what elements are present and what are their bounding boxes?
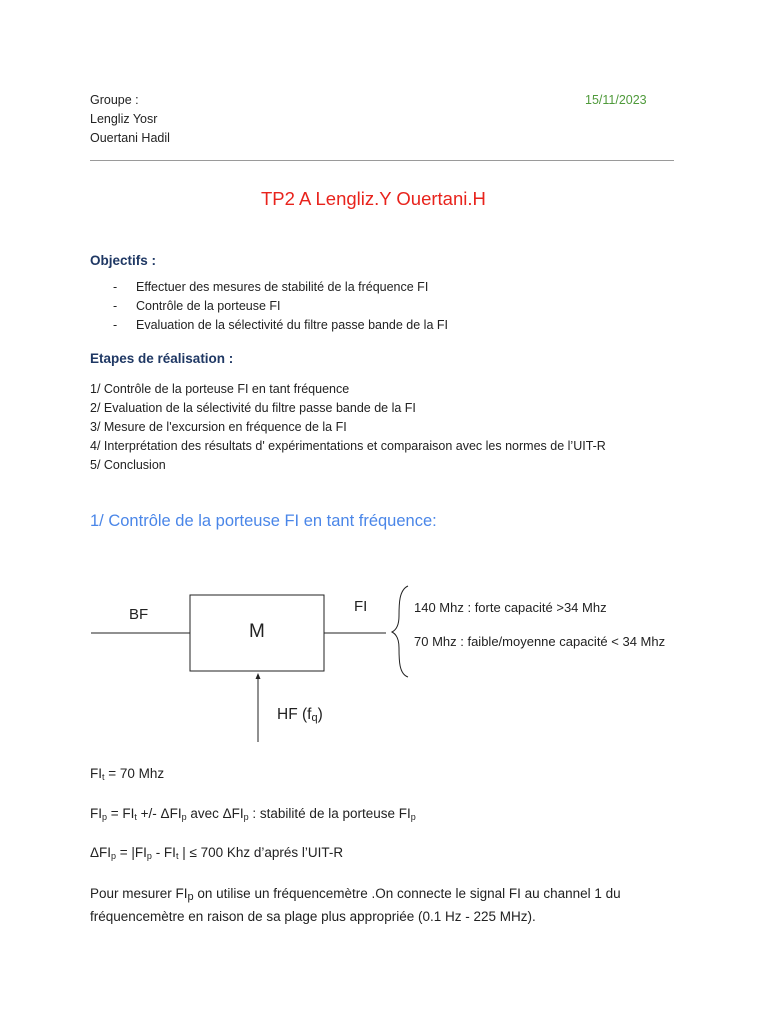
step-item: 3/ Mesure de l'excursion en fréquence de la FI bbox=[90, 420, 347, 434]
objective-item: Contrôle de la porteuse FI bbox=[136, 299, 281, 313]
bullet-marker: - bbox=[113, 280, 118, 294]
formula-delta-fip: $\Delta FI_p = |FI_p - FI_t$ | ≤ 700 Khz d’aprés l’UIT-R bbox=[90, 845, 344, 861]
member-name-2: Ouertani Hadil bbox=[90, 131, 170, 145]
step-item: 5/ Conclusion bbox=[90, 458, 166, 472]
steps-heading: Etapes de réalisation : bbox=[90, 351, 234, 366]
step-item: 2/ Evaluation de la sélectivité du filtre passe bande de la FI bbox=[90, 401, 416, 415]
objective-item: Evaluation de la sélectivité du filtre passe bande de la FI bbox=[136, 318, 448, 332]
document-date: 15/11/2023 bbox=[585, 93, 647, 107]
step-item: 4/ Interprétation des résultats d' expérimentations et comparaison avec les normes de l’UIT-R bbox=[90, 439, 606, 453]
page-title: TP2 A Lengliz.Y Ouertani.H bbox=[261, 188, 486, 209]
measurement-paragraph: Pour mesurer $FI_p$ on utilise un fréquencemètre .On connecte le signal FI au channel 1 du fréquencemètre en raison de sa plage plus appropriée (0.1 Hz - 225 MHz). bbox=[90, 886, 621, 924]
formula-fip: $FI_p = FI_t$ +/- $\Delta FI_p$ avec $\Delta FI_p$ : stabilité de la porteuse $FI_p$ bbox=[90, 806, 416, 822]
bullet-marker: - bbox=[113, 318, 118, 332]
diagram-lines bbox=[0, 570, 768, 750]
formula-fit: $FI_t = 70$ Mhz bbox=[90, 766, 165, 782]
fi-note-70: 70 Mhz : faible/moyenne capacité < 34 Mhz bbox=[414, 634, 666, 649]
objectives-heading: Objectifs : bbox=[90, 253, 157, 268]
output-fi-label: FI bbox=[354, 598, 368, 615]
objective-item: Effectuer des mesures de stabilité de la fréquence FI bbox=[136, 280, 429, 294]
member-name-1: Lengliz Yosr bbox=[90, 112, 158, 126]
section-1-heading: 1/ Contrôle de la porteuse FI en tant fréquence: bbox=[90, 512, 437, 530]
hf-label: HF (fq) bbox=[277, 706, 323, 724]
hf-arrow-head bbox=[256, 673, 261, 679]
fi-note-140: 140 Mhz : forte capacité >34 Mhz bbox=[414, 600, 607, 615]
step-item: 1/ Contrôle de la porteuse FI en tant fréquence bbox=[90, 382, 350, 396]
header-divider bbox=[90, 160, 674, 161]
modulator-label: M bbox=[249, 621, 265, 642]
group-label: Groupe : bbox=[90, 93, 139, 107]
curly-brace bbox=[392, 586, 408, 677]
bullet-marker: - bbox=[113, 299, 118, 313]
input-bf-label: BF bbox=[129, 606, 149, 623]
